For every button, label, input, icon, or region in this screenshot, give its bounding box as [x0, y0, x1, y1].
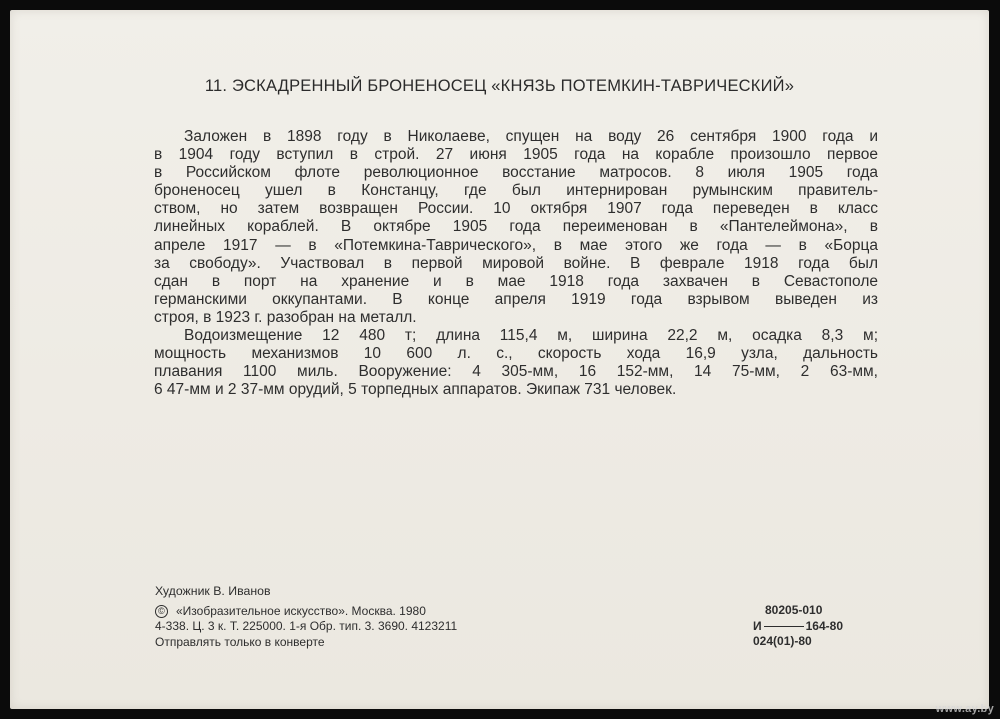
- text-line: строя, в 1923 г. разобран на металл.: [154, 308, 417, 326]
- card-title: 11. ЭСКАДРЕННЫЙ БРОНЕНОСЕЦ «КНЯЗЬ ПОТЕМКИН-ТАВРИЧЕСКИЙ»: [204, 77, 795, 95]
- text-line: Водоизмещение 12 480 т; длина 115,4 м, ширина 22,2 м, осадка 8,3 м;: [184, 327, 878, 345]
- description-text: [154, 128, 878, 399]
- text-line: в Российском флоте революционное восстание матросов. 8 июля 1905 года: [154, 164, 878, 182]
- catalog-code-top: 80205-010: [765, 603, 823, 617]
- copyright-icon: ©: [155, 605, 168, 618]
- text-line: плавания 1100 миль. Вооружение: 4 305-мм, 16 152-мм, 14 75-мм, 2 63-мм,: [154, 363, 878, 381]
- artist-credit: Художник В. Иванов: [155, 584, 271, 598]
- text-line: ством, но затем возвращен России. 10 октября 1907 года переведен в класс: [154, 200, 878, 218]
- publisher-name: «Изобразительное искусство». Москва. 1980: [176, 603, 426, 618]
- catalog-code-rule: [764, 626, 804, 627]
- imprint-block: [155, 584, 457, 650]
- text-line: мощность механизмов 10 600 л. с., скорость хода 16,9 узла, дальность: [154, 345, 878, 363]
- publisher-row: [155, 604, 457, 620]
- catalog-code-middle: [753, 619, 843, 635]
- site-watermark: www.ay.by: [935, 703, 994, 715]
- catalog-code-block: [753, 603, 843, 650]
- text-line: линейных кораблей. В октябре 1905 года переименован в «Пантелеймона», в: [154, 218, 878, 236]
- text-line: в 1904 году вступил в строй. 27 июня 1905 года на корабле произошло первое: [154, 146, 878, 164]
- text-line: 6 47-мм и 2 37-мм орудий, 5 торпедных аппаратов. Экипаж 731 человек.: [154, 381, 677, 399]
- text-line: Заложен в 1898 году в Николаеве, спущен на воду 26 сентября 1900 года и: [184, 128, 878, 145]
- catalog-code-suffix: 164-80: [805, 618, 843, 633]
- text-line: за свободу». Участвовал в первой мировой войне. В феврале 1918 года был: [154, 254, 878, 272]
- text-line: апреле 1917 — в «Потемкина-Таврического», в мае этого же года — в «Борца: [154, 236, 878, 254]
- catalog-code-prefix: И: [753, 618, 762, 633]
- text-line: германскими оккупантами. В конце апреля 1919 года взрывом выведен из: [154, 290, 878, 308]
- catalog-code-bottom: 024(01)-80: [753, 634, 812, 648]
- text-line: броненосец ушел в Констанцу, где был интернирован румынским правитель-: [154, 182, 878, 200]
- mailing-note: Отправлять только в конверте: [155, 634, 325, 649]
- postcard-back: [10, 10, 989, 709]
- text-line: сдан в порт на хранение и в мае 1918 года захвачен в Севастополе: [154, 272, 878, 290]
- print-info: 4-338. Ц. 3 к. Т. 225000. 1-я Обр. тип. 3. 3690. 4123211: [155, 619, 458, 633]
